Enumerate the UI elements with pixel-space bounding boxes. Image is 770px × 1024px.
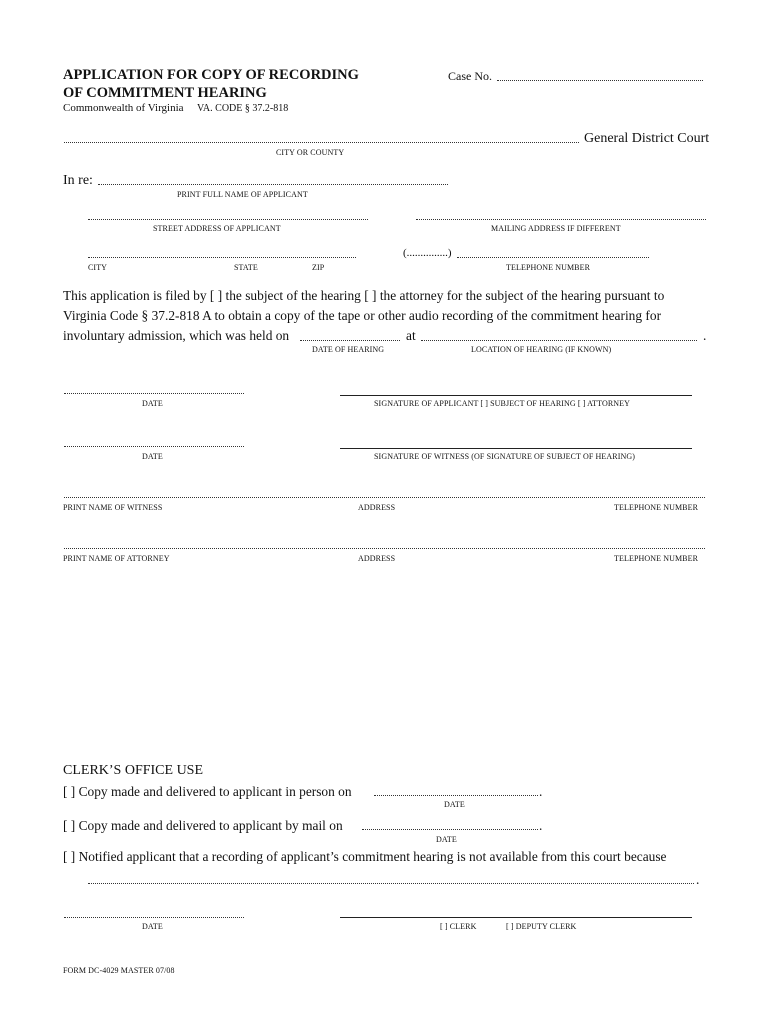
by-mail-period: . (539, 818, 543, 833)
statement-period: . (703, 328, 707, 343)
reason-field[interactable] (88, 883, 694, 884)
clerk-item-not-available: [ ] Notified applicant that a recording of applicant’s commitment hearing is not available from this court because (63, 849, 667, 864)
clerk-item-in-person: [ ] Copy made and delivered to applicant in person on (63, 784, 352, 799)
statement-line-3: involuntary admission, which was held on (63, 328, 290, 343)
by-mail-date-label: DATE (436, 835, 457, 844)
witness-signature-line[interactable] (340, 448, 692, 449)
witness-date-label: DATE (142, 452, 163, 461)
statement-line-1: This application is filed by [ ] the subject of the hearing [ ] the attorney for the subject of the hearing pursuant to (63, 288, 665, 303)
applicant-signature-label: SIGNATURE OF APPLICANT [ ] SUBJECT OF HEARING [ ] ATTORNEY (374, 399, 631, 408)
applicant-name-label: PRINT FULL NAME OF APPLICANT (177, 190, 308, 199)
witness-info-field[interactable] (64, 497, 705, 498)
by-mail-date-field[interactable] (362, 829, 538, 830)
statement-line-2: Virginia Code § 37.2-818 A to obtain a copy of the tape or other audio recording of the commitment hearing for (63, 308, 662, 323)
applicant-name-field[interactable] (98, 184, 448, 185)
city-or-county-label: CITY OR COUNTY (276, 148, 345, 157)
witness-signature-label: SIGNATURE OF WITNESS (OF SIGNATURE OF SUBJECT OF HEARING) (374, 452, 635, 461)
attorney-phone-label: TELEPHONE NUMBER (614, 554, 699, 563)
in-person-period: . (539, 784, 543, 799)
state-label: STATE (234, 263, 258, 272)
in-person-date-label: DATE (444, 800, 465, 809)
telephone-label: TELEPHONE NUMBER (506, 263, 591, 272)
form-title-line2: OF COMMITMENT HEARING (63, 85, 267, 101)
in-person-date-field[interactable] (374, 795, 538, 796)
hearing-location-field[interactable] (421, 340, 697, 341)
location-of-hearing-label: LOCATION OF HEARING (IF KNOWN) (471, 345, 612, 354)
witness-phone-label: TELEPHONE NUMBER (614, 503, 699, 512)
attorney-name-label: PRINT NAME OF ATTORNEY (63, 554, 170, 563)
in-re-label: In re: (63, 173, 93, 188)
mailing-address-label: MAILING ADDRESS IF DIFFERENT (491, 224, 621, 233)
street-address-label: STREET ADDRESS OF APPLICANT (153, 224, 281, 233)
area-code-field[interactable]: (...............) (403, 247, 452, 259)
attorney-address-label: ADDRESS (358, 554, 396, 563)
reason-period: . (696, 872, 700, 887)
applicant-signature-line[interactable] (340, 395, 692, 396)
case-no-label: Case No. (448, 69, 492, 83)
applicant-date-field[interactable] (64, 393, 244, 394)
hearing-date-field[interactable] (300, 340, 400, 341)
street-address-field[interactable] (88, 219, 368, 220)
clerk-signature-line[interactable] (340, 917, 692, 918)
court-city-field[interactable] (64, 142, 579, 143)
case-no-field[interactable] (497, 80, 703, 81)
telephone-field[interactable] (457, 257, 649, 258)
date-of-hearing-label: DATE OF HEARING (312, 345, 385, 354)
clerk-checkbox-label: [ ] CLERK (440, 922, 477, 931)
clerk-date-label: DATE (142, 922, 163, 931)
form-number: FORM DC-4029 MASTER 07/08 (63, 966, 175, 975)
clerk-date-field[interactable] (64, 917, 244, 918)
attorney-info-field[interactable] (64, 548, 705, 549)
mailing-address-field[interactable] (416, 219, 706, 220)
city-label: CITY (88, 263, 108, 272)
witness-name-label: PRINT NAME OF WITNESS (63, 503, 163, 512)
zip-label: ZIP (312, 263, 325, 272)
jurisdiction: Commonwealth of Virginia (63, 102, 184, 114)
deputy-clerk-checkbox-label: [ ] DEPUTY CLERK (506, 922, 577, 931)
clerk-office-heading: CLERK’S OFFICE USE (63, 763, 204, 778)
applicant-date-label: DATE (142, 399, 163, 408)
city-state-zip-field[interactable] (88, 257, 356, 258)
witness-address-label: ADDRESS (358, 503, 396, 512)
statute-code: VA. CODE § 37.2-818 (197, 103, 289, 114)
witness-date-field[interactable] (64, 446, 244, 447)
form-title-line1: APPLICATION FOR COPY OF RECORDING (63, 67, 359, 83)
court-suffix: General District Court (584, 131, 710, 146)
at-text: at (406, 328, 416, 343)
clerk-item-by-mail: [ ] Copy made and delivered to applicant by mail on (63, 818, 343, 833)
